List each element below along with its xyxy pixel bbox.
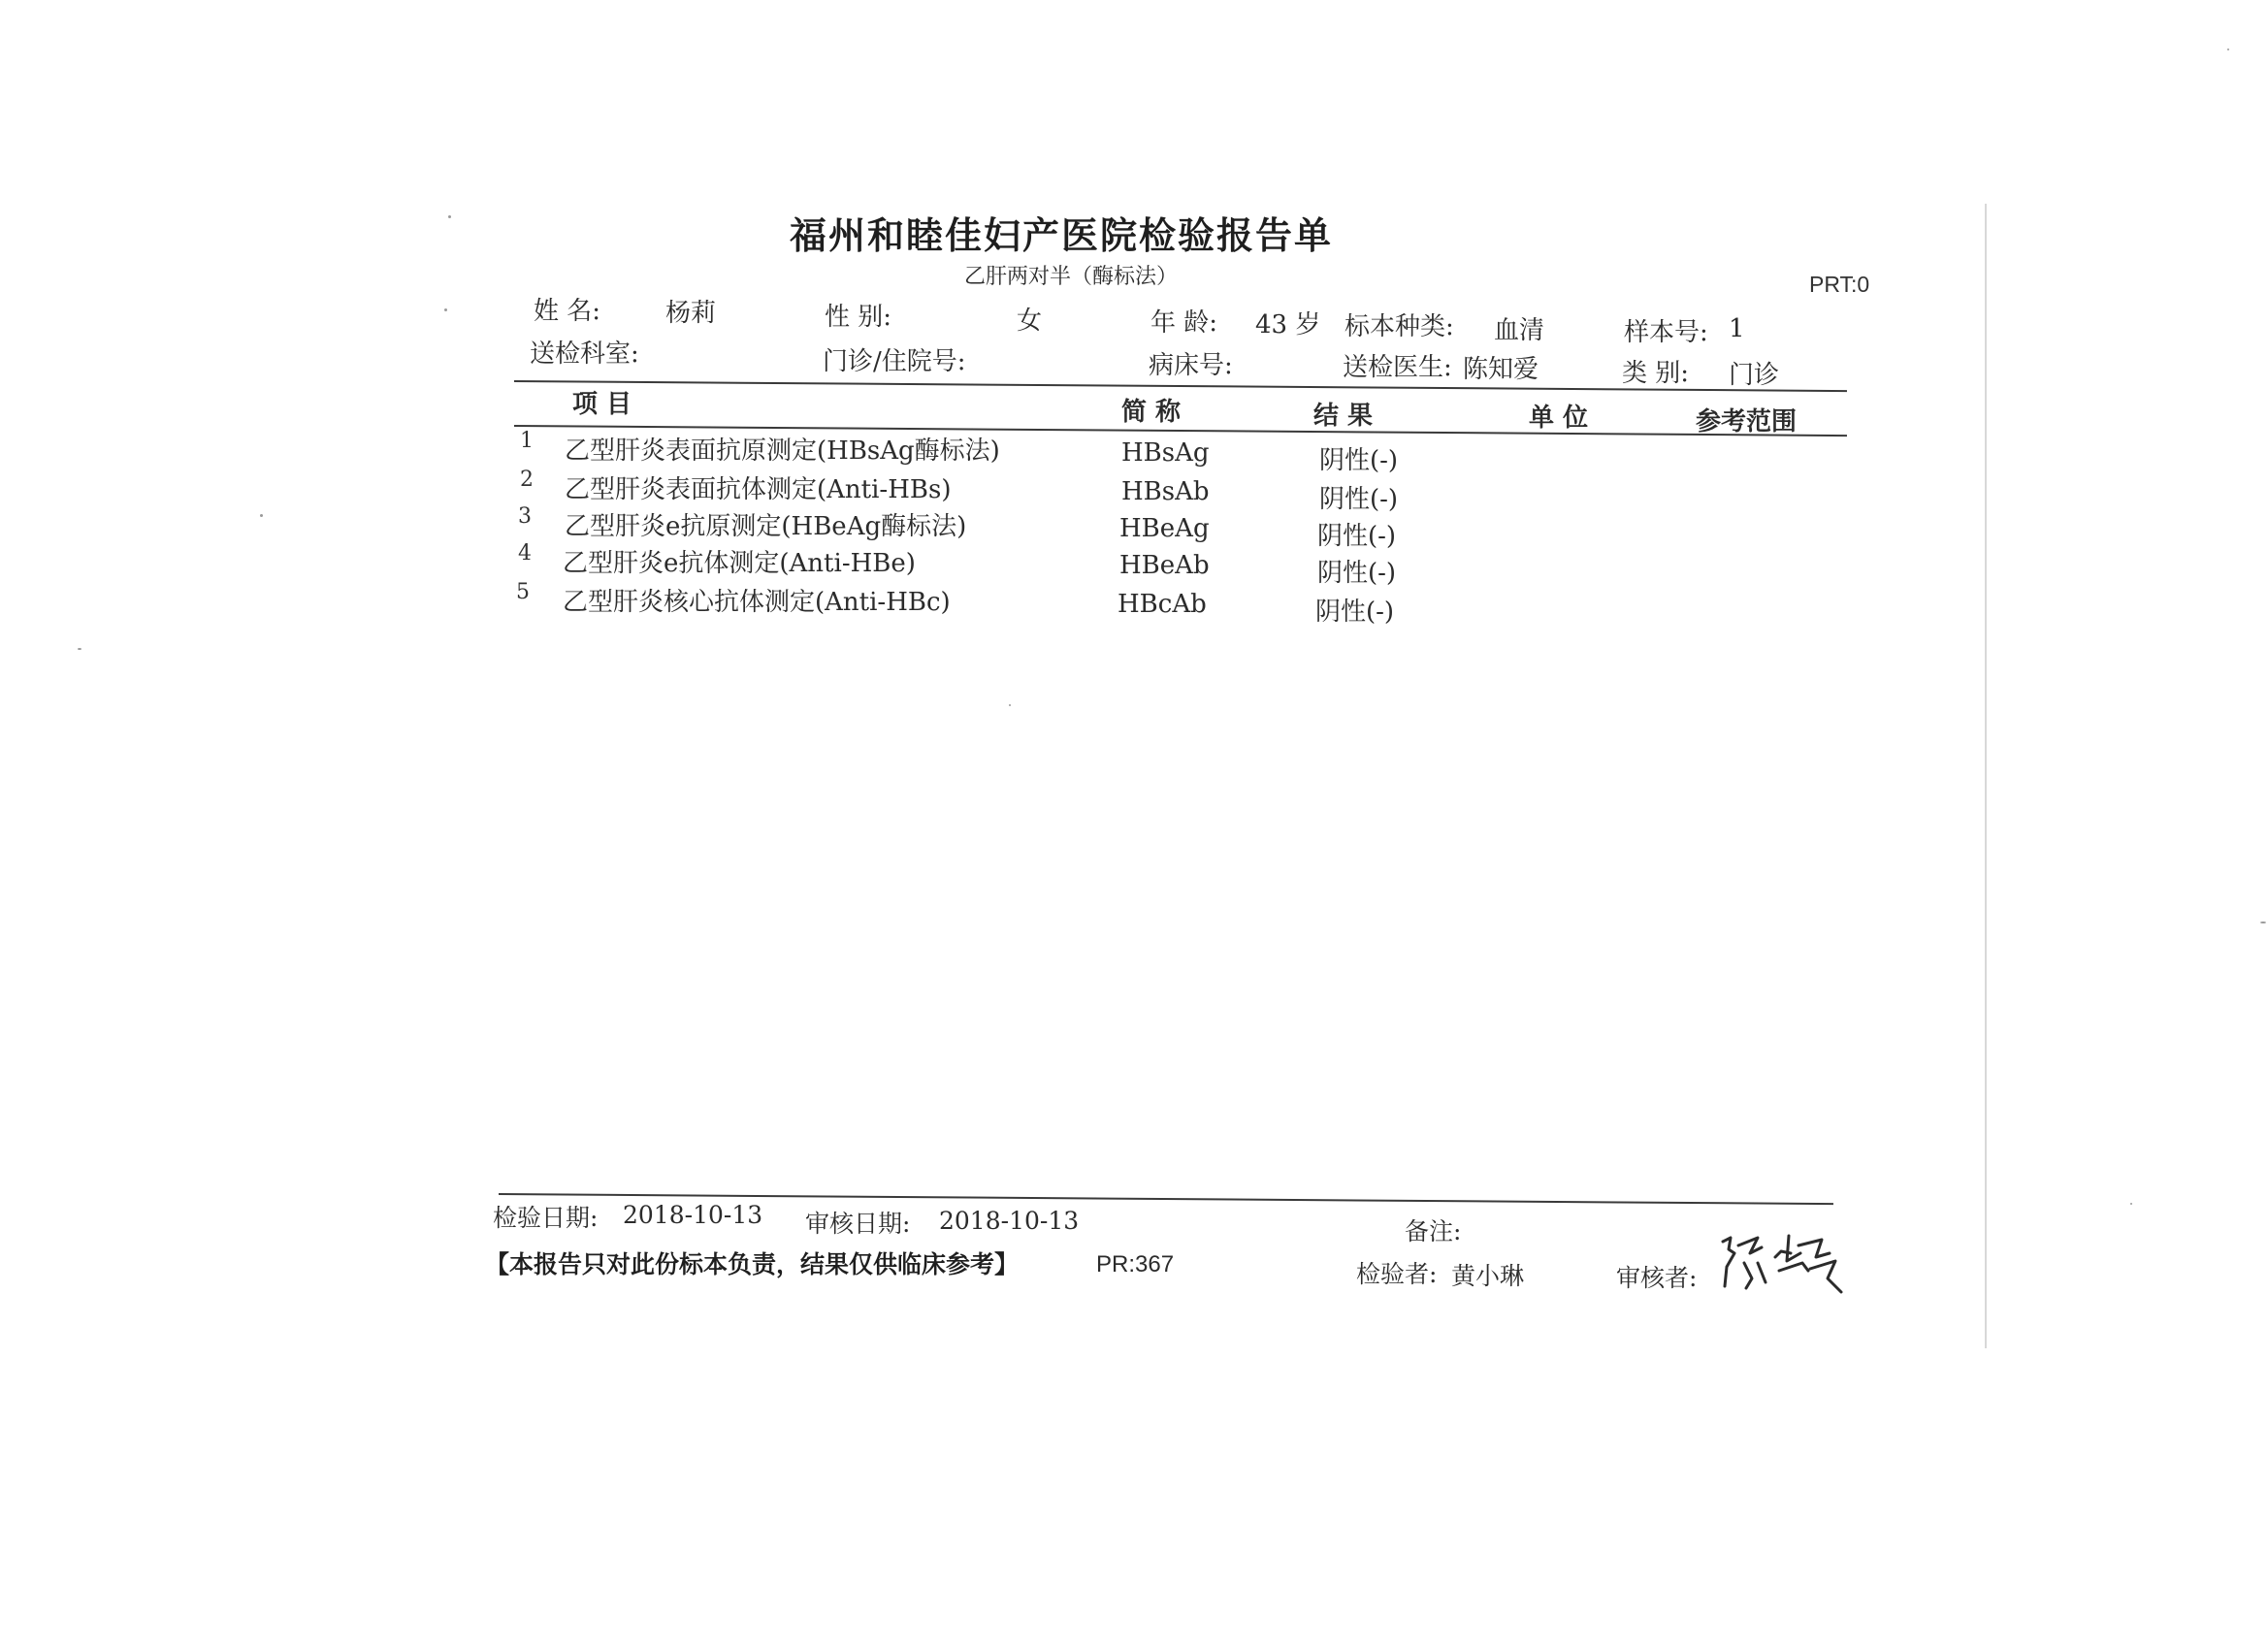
row-item: 乙型肝炎e抗原测定(HBeAg酶标法) <box>565 512 967 541</box>
scan-speck <box>444 308 447 311</box>
review-date: 2018-10-13 <box>939 1207 1080 1235</box>
row-number: 5 <box>516 580 530 604</box>
row-item: 乙型肝炎表面抗原测定(HBsAg酶标法) <box>565 436 1000 466</box>
disclaimer: 【本报告只对此份标本负责，结果仅供临床参考】 <box>485 1250 1020 1278</box>
reviewer-signature <box>1715 1224 1851 1302</box>
category-value: 门诊 <box>1729 361 1780 390</box>
header-unit: 单 位 <box>1529 404 1589 433</box>
header-item: 项 目 <box>572 390 632 419</box>
row-abbr: HBeAb <box>1119 551 1210 580</box>
row-item: 乙型肝炎e抗体测定(Anti-HBe) <box>563 549 916 578</box>
test-date-label: 检验日期: <box>493 1204 599 1232</box>
prt-code: PRT:0 <box>1809 272 1870 297</box>
sex-label: 性 别: <box>825 303 892 332</box>
scan-speck <box>2260 922 2266 923</box>
category-label: 类 别: <box>1622 359 1690 388</box>
scan-speck <box>78 648 81 650</box>
header-abbr: 简 称 <box>1121 398 1182 427</box>
patient-age: 43 岁 <box>1255 310 1321 340</box>
sample-no: 1 <box>1729 314 1745 343</box>
row-result: 阴性(-) <box>1319 485 1399 514</box>
remark-label: 备注: <box>1405 1217 1462 1245</box>
row-item: 乙型肝炎核心抗体测定(Anti-HBc) <box>563 588 951 617</box>
row-abbr: HBeAg <box>1119 514 1210 543</box>
header-range: 参考范围 <box>1696 407 1798 436</box>
row-number: 3 <box>518 504 532 529</box>
row-number: 1 <box>520 429 534 453</box>
row-number: 4 <box>518 541 532 566</box>
report-title: 福州和睦佳妇产医院检验报告单 <box>789 213 1333 257</box>
row-item: 乙型肝炎表面抗体测定(Anti-HBs) <box>565 475 952 504</box>
specimen-type: 血清 <box>1494 316 1545 345</box>
row-result: 阴性(-) <box>1317 559 1397 588</box>
specimen-label: 标本种类: <box>1345 312 1454 341</box>
report-subtitle: 乙肝两对半（酶标法） <box>963 265 1178 289</box>
row-abbr: HBsAb <box>1121 477 1210 506</box>
scan-speck <box>2227 48 2229 50</box>
row-result: 阴性(-) <box>1315 598 1395 627</box>
row-result: 阴性(-) <box>1319 446 1399 475</box>
test-date: 2018-10-13 <box>623 1201 763 1229</box>
sample-no-label: 样本号: <box>1624 318 1708 347</box>
reviewer-label: 审核者: <box>1616 1264 1698 1292</box>
scan-edge-line <box>1985 204 1987 1348</box>
doctor-label: 送检医生: <box>1343 353 1452 382</box>
scan-speck <box>2130 1203 2132 1205</box>
patient-name: 杨莉 <box>665 299 717 328</box>
row-number: 2 <box>520 468 534 492</box>
dept-label: 送检科室: <box>530 340 639 369</box>
bed-label: 病床号: <box>1149 351 1233 380</box>
age-label: 年 龄: <box>1150 308 1218 338</box>
name-label: 姓 名: <box>534 297 601 326</box>
header-result: 结 果 <box>1313 402 1374 431</box>
review-date-label: 审核日期: <box>805 1210 911 1238</box>
row-abbr: HBcAb <box>1118 590 1207 619</box>
scan-speck <box>260 514 263 517</box>
pr-code: PR:367 <box>1096 1251 1175 1277</box>
tester-name: 黄小琳 <box>1451 1262 1525 1290</box>
row-abbr: HBsAg <box>1121 438 1210 468</box>
scan-speck <box>1009 704 1011 706</box>
doctor-name: 陈知爱 <box>1463 355 1539 384</box>
tester-label: 检验者: <box>1356 1260 1438 1288</box>
outpatient-label: 门诊/住院号: <box>823 347 966 376</box>
row-result: 阴性(-) <box>1317 522 1397 551</box>
patient-sex: 女 <box>1017 307 1043 336</box>
